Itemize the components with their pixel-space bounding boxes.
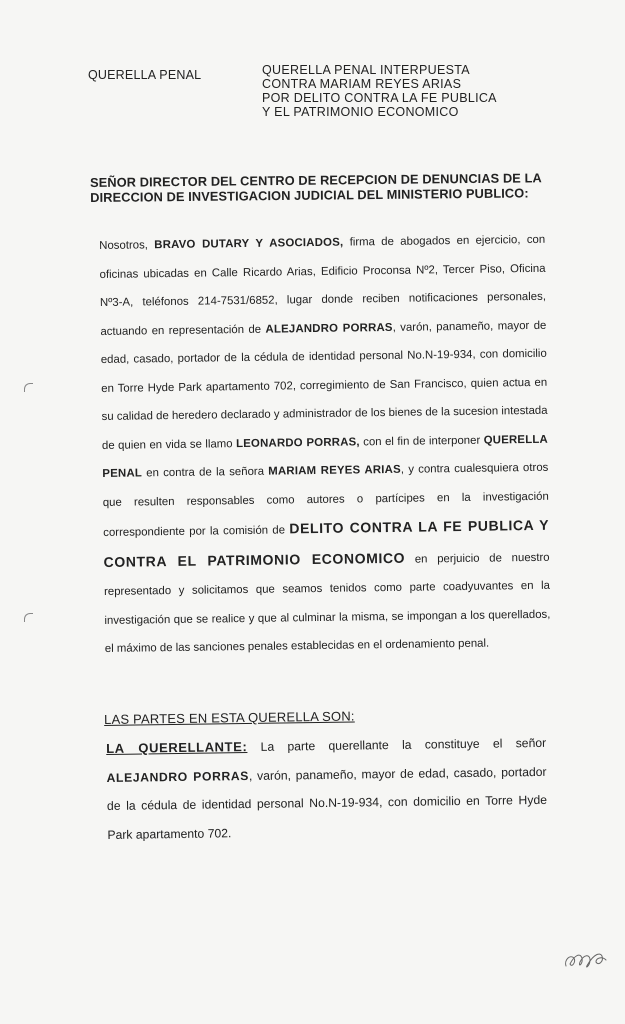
body-text: firma de abogados en ejercicio, con oficinas ubicadas en Calle Ricardo Arias, Edificio Proconsa Nº2, Tercer Piso, Oficina Nº3-A, teléfonos 214-7531/6852, lugar donde reciben notificaciones personales, actuando en representación de [99, 233, 547, 338]
addressee-salutation: SEÑOR DIRECTOR DEL CENTRO DE RECEPCION DE DENUNCIAS DE LA DIRECCION DE INVESTIGACION JUDICIAL DEL MINISTERIO PUBLICO: [90, 170, 542, 205]
document-type-heading: QUERELLA PENAL [88, 68, 202, 82]
body-text: Nosotros, [99, 239, 155, 252]
case-caption-line: POR DELITO CONTRA LA FE PUBLICA [262, 91, 497, 105]
body-text: , y contra cualesquiera otros que resulten responsables como autores o partícipes en la investigación correspondiente por la comisión de [102, 461, 549, 539]
body-text: con el fin de interponer [359, 434, 484, 448]
deceased-name: LEONARDO PORRAS, [235, 435, 360, 450]
case-caption [262, 63, 497, 119]
client-name: ALEJANDRO PORRAS [265, 321, 393, 336]
plaintiff-label: LA QUERELLANTE: [106, 739, 248, 756]
body-text: en contra de la señora [141, 465, 269, 480]
initials-signature [562, 940, 612, 974]
crime-description: DELITO CONTRA LA FE PUBLICA Y CONTRA EL PATRIMONIO ECONOMICO [103, 516, 550, 570]
law-firm-name: BRAVO DUTARY Y ASOCIADOS, [154, 236, 344, 252]
querella-term: QUERELLA PENAL [102, 433, 549, 480]
body-paragraph [99, 226, 551, 664]
body-text: , varón, panameño, mayor de edad, casado, portador de la cédula de identidad personal No.N-19-934, con domicilio en Torre Hyde Park apartamento 702, corregimiento de San Francisco, quien actua en su calidad de heredero declarado y administrador de los bienes de la sucesion intestada de quien en vida se llamo [100, 319, 548, 452]
accused-name: MARIAM REYES ARIAS [268, 463, 401, 478]
parties-paragraph [106, 729, 548, 849]
section-title: LAS PARTES EN ESTA QUERELLA SON: [104, 708, 355, 727]
scan-mark [24, 383, 33, 392]
case-caption-line: Y EL PATRIMONIO ECONOMICO [262, 105, 459, 119]
case-caption-line: QUERELLA PENAL INTERPUESTA [262, 63, 470, 77]
case-caption-line: CONTRA MARIAM REYES ARIAS [262, 77, 462, 91]
body-text: en perjuicio de nuestro representado y solicitamos que seamos tenidos como parte coadyuvantes en la investigación que se realice y que al culminar la misma, se impongan a los querellados, el máximo de las sanciones penales establecidas en el ordenamiento penal. [103, 551, 551, 655]
parties-text: , varón, panameño, mayor de edad, casado, portador de la cédula de identidad personal No.N-19-934, con domicilio en Torre Hyde Park apartamento 702. [106, 764, 548, 842]
scan-mark [24, 613, 33, 622]
parties-text: La parte querellante la constituye el señor [247, 735, 547, 755]
plaintiff-name: ALEJANDRO PORRAS [106, 768, 250, 785]
